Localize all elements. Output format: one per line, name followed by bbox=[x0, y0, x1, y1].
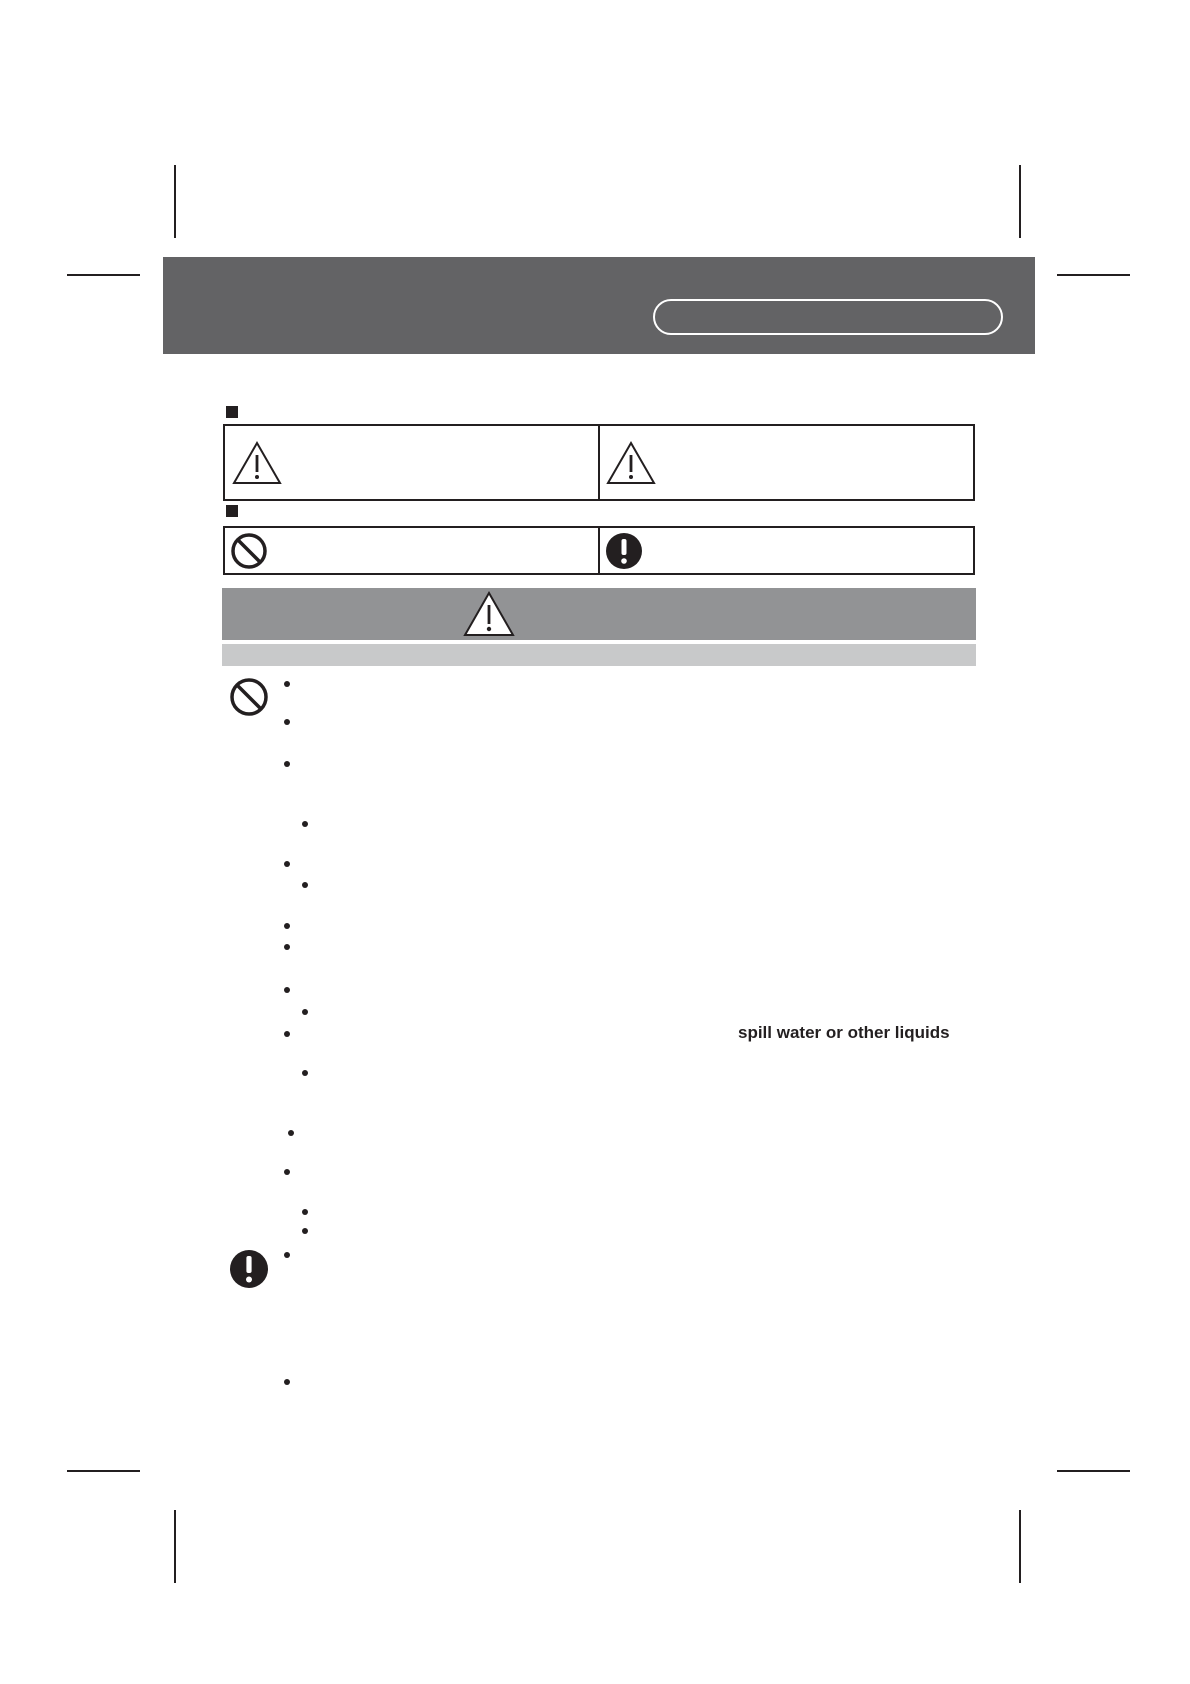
list-bullet bbox=[302, 882, 308, 888]
crop-mark-bottom-left bbox=[174, 1510, 176, 1583]
list-bullet bbox=[284, 861, 290, 867]
list-bullet bbox=[284, 1031, 290, 1037]
inline-text-spill-liquids: spill water or other liquids bbox=[738, 1023, 950, 1042]
warning-triangle-icon bbox=[231, 440, 283, 486]
prohibition-icon bbox=[230, 532, 268, 570]
warning-triangle-icon bbox=[462, 590, 516, 638]
list-bullet bbox=[284, 944, 290, 950]
crop-mark-top-left bbox=[174, 165, 176, 238]
section-marker-warning-legend bbox=[226, 406, 238, 418]
warning-sub-band bbox=[222, 644, 976, 666]
crop-mark-right-lower bbox=[1057, 1470, 1130, 1472]
list-bullet bbox=[302, 1070, 308, 1076]
warning-triangle-icon bbox=[605, 440, 657, 486]
list-bullet bbox=[284, 1169, 290, 1175]
symbol-legend-box bbox=[223, 526, 975, 575]
list-bullet bbox=[302, 1228, 308, 1234]
warning-legend-box bbox=[223, 424, 975, 501]
symbol-legend-cell-right bbox=[598, 528, 973, 573]
mandatory-exclamation-icon bbox=[229, 1249, 269, 1289]
crop-mark-bottom-right bbox=[1019, 1510, 1021, 1583]
list-bullet bbox=[284, 681, 290, 687]
list-bullet bbox=[284, 761, 290, 767]
header-pill-label bbox=[653, 299, 1003, 335]
warning-legend-cell-right bbox=[598, 426, 973, 499]
crop-mark-left-upper bbox=[67, 274, 140, 276]
list-bullet bbox=[302, 1009, 308, 1015]
list-bullet bbox=[284, 1379, 290, 1385]
list-bullet bbox=[302, 1209, 308, 1215]
list-bullet bbox=[284, 923, 290, 929]
list-bullet bbox=[302, 821, 308, 827]
list-bullet bbox=[284, 987, 290, 993]
warning-legend-cell-left bbox=[225, 426, 598, 499]
crop-mark-right-upper bbox=[1057, 274, 1130, 276]
list-bullet bbox=[288, 1130, 294, 1136]
prohibition-icon bbox=[229, 677, 269, 717]
section-marker-symbol-legend bbox=[226, 505, 238, 517]
warning-band bbox=[222, 588, 976, 640]
crop-mark-top-right bbox=[1019, 165, 1021, 238]
crop-mark-left-lower bbox=[67, 1470, 140, 1472]
list-bullet bbox=[284, 719, 290, 725]
symbol-legend-cell-left bbox=[225, 528, 598, 573]
mandatory-exclamation-icon bbox=[605, 532, 643, 570]
list-bullet bbox=[284, 1252, 290, 1258]
